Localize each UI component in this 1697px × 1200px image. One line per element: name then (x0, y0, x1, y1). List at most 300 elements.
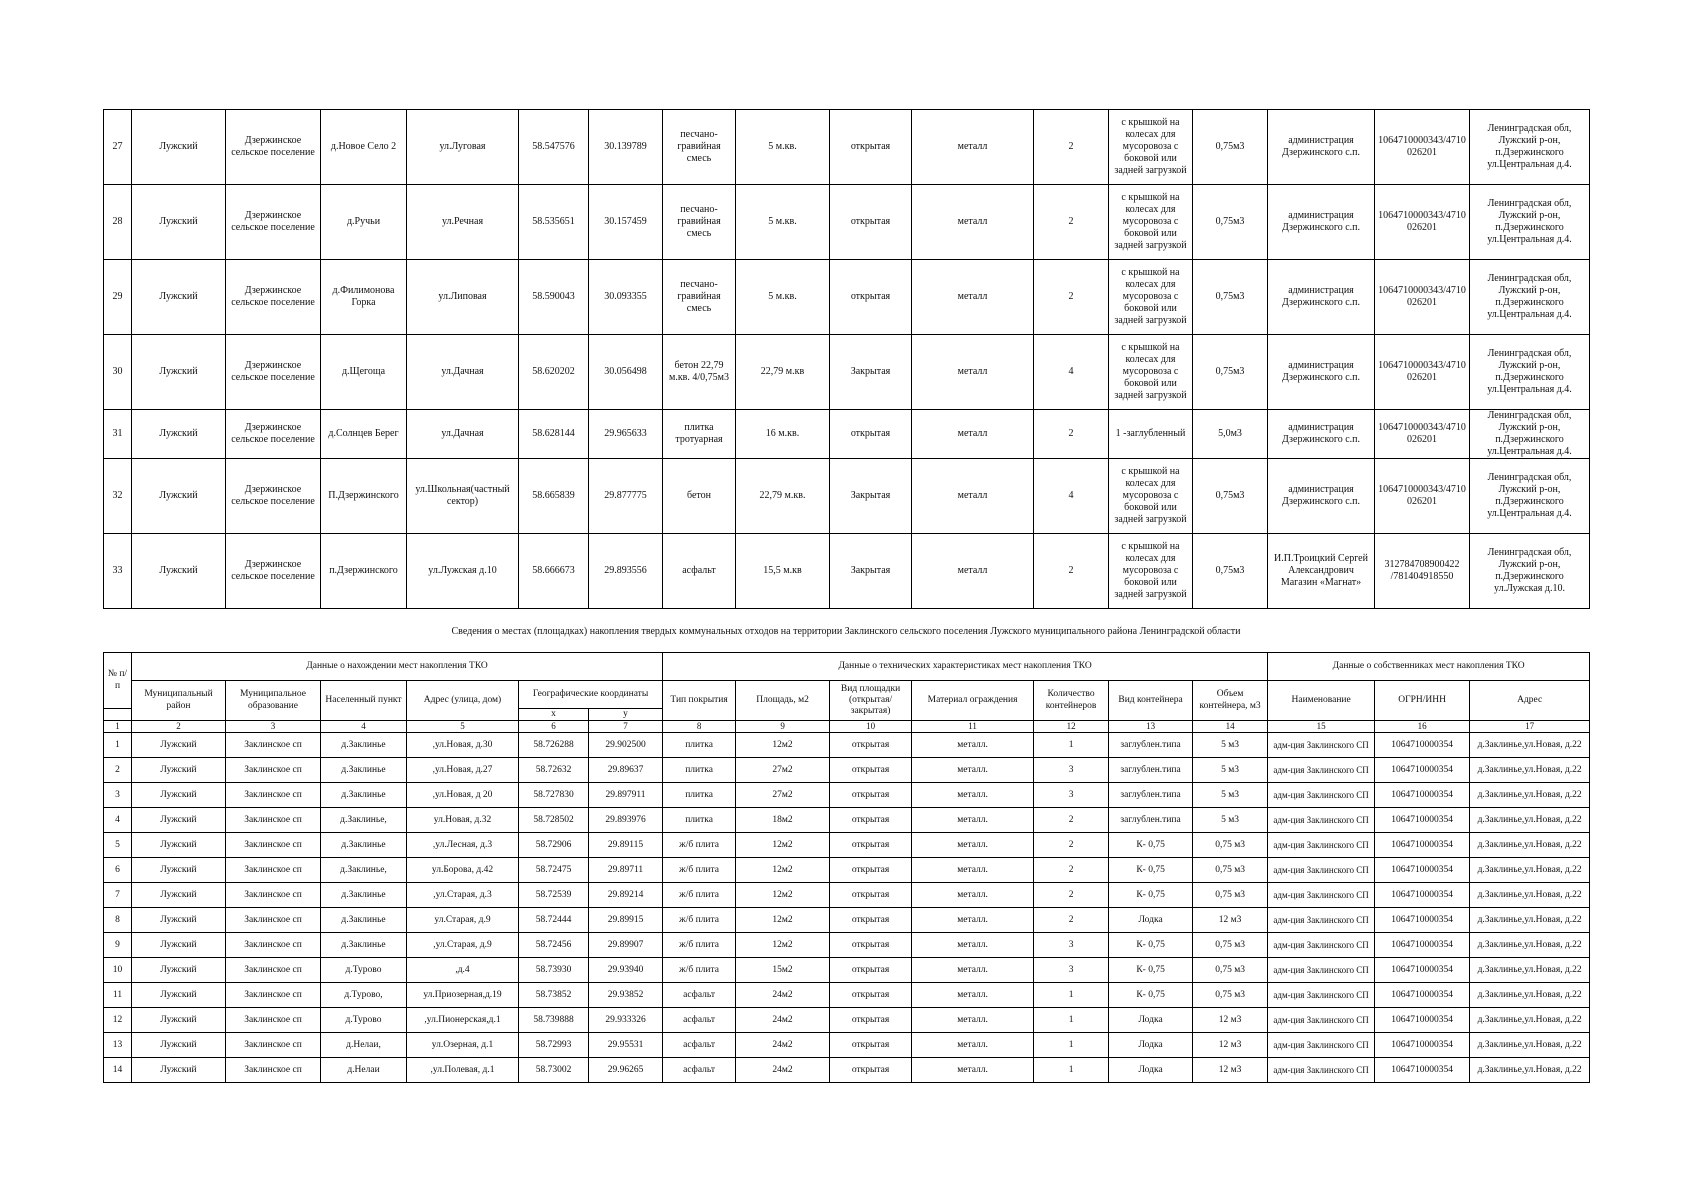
cell-x: 58.739888 (519, 1008, 589, 1033)
cell-container: с крышкой на колесах для мусоровоза с боковой или задней загрузкой (1109, 185, 1193, 260)
cell-address: ул.Дачная (407, 410, 519, 459)
cell-n: 11 (104, 983, 132, 1008)
table-row (104, 733, 1590, 758)
header-container: Вид контейнера (1109, 681, 1193, 721)
cell-settlement: д.Турово (321, 958, 407, 983)
cell-ogrn: 1064710000354 (1375, 808, 1470, 833)
cell-n: 28 (104, 185, 132, 260)
cell-area: 5 м.кв. (736, 185, 830, 260)
cell-district: Лужский (132, 335, 226, 410)
cell-owner-address: Ленинградская обл, Лужский р-он, п.Дзержинского ул.Центральная д.4. (1470, 110, 1590, 185)
cell-y: 29.89711 (589, 858, 663, 883)
cell-cover: бетон (663, 459, 736, 534)
cell-cover: плитка (663, 808, 736, 833)
cell-container: Лодка (1109, 908, 1193, 933)
cell-y: 30.056498 (589, 335, 663, 410)
cell-type: открытая (830, 1008, 912, 1033)
cell-container: с крышкой на колесах для мусоровоза с боковой или задней загрузкой (1109, 459, 1193, 534)
column-number: 10 (830, 721, 912, 733)
cell-y: 29.89214 (589, 883, 663, 908)
cell-district: Лужский (132, 185, 226, 260)
cell-municipality: Заклинское сп (226, 1033, 321, 1058)
cell-fence: металл. (912, 733, 1034, 758)
cell-count: 2 (1034, 410, 1109, 459)
cell-municipality: Заклинское сп (226, 983, 321, 1008)
column-number: 17 (1470, 721, 1590, 733)
table-row (104, 758, 1590, 783)
cell-count: 1 (1034, 1033, 1109, 1058)
column-number: 5 (407, 721, 519, 733)
cell-fence: металл (912, 534, 1034, 609)
dzerzhinsky-sites-table (103, 109, 1590, 609)
cell-ogrn: 1064710000354 (1375, 883, 1470, 908)
header-area: Площадь, м2 (736, 681, 830, 721)
cell-type: открытая (830, 958, 912, 983)
header-num: № п/п (104, 653, 132, 709)
cell-cover: ж/б плита (663, 933, 736, 958)
cell-settlement: д.Ручьи (321, 185, 407, 260)
cell-container: Лодка (1109, 1033, 1193, 1058)
cell-owner-address: д.Заклинье,ул.Новая, д.22 (1470, 983, 1590, 1008)
cell-type: открытая (830, 733, 912, 758)
cell-volume: 12 м3 (1193, 908, 1268, 933)
cell-cover: асфальт (663, 1008, 736, 1033)
cell-type: открытая (830, 933, 912, 958)
cell-volume: 0,75 м3 (1193, 883, 1268, 908)
cell-x: 58.72539 (519, 883, 589, 908)
cell-owner-address: Ленинградская обл, Лужский р-он, п.Дзержинского ул.Центральная д.4. (1470, 335, 1590, 410)
column-number: 9 (736, 721, 830, 733)
cell-owner: И.П.Троицкий Сергей Александрович Магазин «Магнат» (1268, 534, 1375, 609)
zaklinskoe-sites-table (103, 652, 1590, 1083)
cell-x: 58.73930 (519, 958, 589, 983)
cell-address: ул.Борова, д.42 (407, 858, 519, 883)
header-address: Адрес (улица, дом) (407, 681, 519, 721)
cell-fence: металл. (912, 833, 1034, 858)
cell-owner-address: Ленинградская обл, Лужский р-он, п.Дзержинского ул.Центральная д.4. (1470, 410, 1590, 459)
cell-volume: 5 м3 (1193, 808, 1268, 833)
cell-owner: адм-ция Заклинского СП (1268, 958, 1375, 983)
cell-fence: металл. (912, 908, 1034, 933)
cell-n: 30 (104, 335, 132, 410)
cell-district: Лужский (132, 410, 226, 459)
table-row (104, 1058, 1590, 1083)
cell-settlement: д.Заклинье (321, 758, 407, 783)
cell-owner: администрация Дзержинского с.п. (1268, 110, 1375, 185)
cell-count: 4 (1034, 335, 1109, 410)
header-cover: Тип покрытия (663, 681, 736, 721)
cell-y: 29.89115 (589, 833, 663, 858)
cell-municipality: Заклинское сп (226, 833, 321, 858)
header-group-tech: Данные о технических характеристиках мест накопления ТКО (663, 653, 1268, 681)
cell-ogrn: 1064710000354 (1375, 833, 1470, 858)
cell-x: 58.665839 (519, 459, 589, 534)
cell-count: 2 (1034, 833, 1109, 858)
cell-owner-address: Ленинградская обл, Лужский р-он, п.Дзержинского ул.Центральная д.4. (1470, 260, 1590, 335)
cell-area: 27м2 (736, 758, 830, 783)
table-row (104, 534, 1590, 609)
cell-type: Закрытая (830, 335, 912, 410)
cell-x: 58.72993 (519, 1033, 589, 1058)
cell-y: 29.89915 (589, 908, 663, 933)
cell-type: Закрытая (830, 459, 912, 534)
cell-area: 15,5 м.кв (736, 534, 830, 609)
cell-owner: администрация Дзержинского с.п. (1268, 260, 1375, 335)
cell-owner: администрация Дзержинского с.п. (1268, 335, 1375, 410)
cell-y: 29.902500 (589, 733, 663, 758)
cell-cover: асфальт (663, 1058, 736, 1083)
column-number: 3 (226, 721, 321, 733)
column-number: 7 (589, 721, 663, 733)
cell-ogrn: 1064710000354 (1375, 783, 1470, 808)
cell-y: 30.139789 (589, 110, 663, 185)
cell-type: открытая (830, 983, 912, 1008)
cell-settlement: П.Дзержинского (321, 459, 407, 534)
cell-municipality: Заклинское сп (226, 1058, 321, 1083)
cell-container: К- 0,75 (1109, 883, 1193, 908)
cell-owner-address: д.Заклинье,ул.Новая, д.22 (1470, 908, 1590, 933)
column-number: 2 (132, 721, 226, 733)
cell-count: 2 (1034, 260, 1109, 335)
cell-count: 2 (1034, 110, 1109, 185)
column-number: 16 (1375, 721, 1470, 733)
cell-area: 15м2 (736, 958, 830, 983)
cell-ogrn: 1064710000354 (1375, 733, 1470, 758)
cell-type: открытая (830, 908, 912, 933)
cell-municipality: Дзержинское сельское поселение (226, 335, 321, 410)
cell-municipality: Заклинское сп (226, 1008, 321, 1033)
cell-count: 1 (1034, 1008, 1109, 1033)
cell-area: 22,79 м.кв. (736, 459, 830, 534)
cell-fence: металл (912, 335, 1034, 410)
cell-ogrn: 1064710000354 (1375, 1033, 1470, 1058)
cell-count: 2 (1034, 858, 1109, 883)
cell-address: ,ул.Новая, д.27 (407, 758, 519, 783)
table-row (104, 958, 1590, 983)
cell-volume: 0,75 м3 (1193, 958, 1268, 983)
cell-y: 29.96265 (589, 1058, 663, 1083)
cell-volume: 0,75м3 (1193, 335, 1268, 410)
header-count: Количество контейнеров (1034, 681, 1109, 721)
cell-y: 29.897911 (589, 783, 663, 808)
cell-ogrn: 1064710000354 (1375, 958, 1470, 983)
cell-owner-address: д.Заклинье,ул.Новая, д.22 (1470, 858, 1590, 883)
table-row (104, 1033, 1590, 1058)
cell-volume: 5,0м3 (1193, 410, 1268, 459)
cell-y: 29.93940 (589, 958, 663, 983)
cell-type: открытая (830, 260, 912, 335)
cell-settlement: п.Дзержинского (321, 534, 407, 609)
cell-count: 3 (1034, 783, 1109, 808)
table-row (104, 260, 1590, 335)
table-row (104, 933, 1590, 958)
cell-count: 4 (1034, 459, 1109, 534)
cell-owner-address: д.Заклинье,ул.Новая, д.22 (1470, 1008, 1590, 1033)
header-fence: Материал ограждения (912, 681, 1034, 721)
cell-y: 29.93852 (589, 983, 663, 1008)
cell-n: 1 (104, 733, 132, 758)
cell-address: ул.Луговая (407, 110, 519, 185)
cell-municipality: Заклинское сп (226, 858, 321, 883)
header-settlement: Населенный пункт (321, 681, 407, 721)
cell-x: 58.547576 (519, 110, 589, 185)
cell-settlement: д.Заклинье, (321, 858, 407, 883)
cell-district: Лужский (132, 758, 226, 783)
column-number: 13 (1109, 721, 1193, 733)
cell-address: ,ул.Лесная, д.3 (407, 833, 519, 858)
cell-count: 2 (1034, 883, 1109, 908)
cell-x: 58.72632 (519, 758, 589, 783)
cell-y: 29.893556 (589, 534, 663, 609)
table-caption: Сведения о местах (площадках) накопления твердых коммунальных отходов на территории Заклинского сельского поселения Лужского муниципального района Ленинградской области (451, 626, 1241, 637)
cell-x: 58.72475 (519, 858, 589, 883)
header-municipality: Муниципальное образование (226, 681, 321, 721)
cell-cover: ж/б плита (663, 833, 736, 858)
cell-cover: песчано-гравийная смесь (663, 185, 736, 260)
cell-x: 58.535651 (519, 185, 589, 260)
header-owner: Наименование (1268, 681, 1375, 721)
cell-fence: металл. (912, 883, 1034, 908)
cell-count: 3 (1034, 933, 1109, 958)
table-row (104, 185, 1590, 260)
cell-settlement: д.Заклинье, (321, 808, 407, 833)
cell-container: заглублен.типа (1109, 783, 1193, 808)
cell-volume: 0,75 м3 (1193, 858, 1268, 883)
table-row (104, 1008, 1590, 1033)
cell-address: ,ул.Новая, д.30 (407, 733, 519, 758)
cell-municipality: Дзержинское сельское поселение (226, 260, 321, 335)
cell-x: 58.72444 (519, 908, 589, 933)
cell-cover: песчано-гравийная смесь (663, 110, 736, 185)
cell-container: К- 0,75 (1109, 983, 1193, 1008)
cell-n: 7 (104, 883, 132, 908)
cell-owner: адм-ция Заклинского СП (1268, 883, 1375, 908)
cell-container: с крышкой на колесах для мусоровоза с боковой или задней загрузкой (1109, 110, 1193, 185)
cell-settlement: д.Турово, (321, 983, 407, 1008)
cell-ogrn: 1064710000354 (1375, 1008, 1470, 1033)
cell-ogrn: 1064710000354 (1375, 983, 1470, 1008)
cell-count: 1 (1034, 983, 1109, 1008)
column-number: 4 (321, 721, 407, 733)
cell-container: 1 -заглубленный (1109, 410, 1193, 459)
cell-district: Лужский (132, 783, 226, 808)
cell-area: 12м2 (736, 833, 830, 858)
header-owner-address: Адрес (1470, 681, 1590, 721)
cell-volume: 5 м3 (1193, 733, 1268, 758)
cell-x: 58.666673 (519, 534, 589, 609)
cell-cover: плитка (663, 733, 736, 758)
header-district: Муниципальный район (132, 681, 226, 721)
cell-district: Лужский (132, 733, 226, 758)
header-volume: Объем контейнера, м3 (1193, 681, 1268, 721)
cell-district: Лужский (132, 883, 226, 908)
cell-x: 58.73852 (519, 983, 589, 1008)
cell-ogrn: 1064710000354 (1375, 1058, 1470, 1083)
cell-type: открытая (830, 410, 912, 459)
cell-municipality: Дзержинское сельское поселение (226, 185, 321, 260)
cell-n: 14 (104, 1058, 132, 1083)
table-row (104, 983, 1590, 1008)
cell-owner-address: д.Заклинье,ул.Новая, д.22 (1470, 833, 1590, 858)
cell-owner-address: д.Заклинье,ул.Новая, д.22 (1470, 1058, 1590, 1083)
cell-district: Лужский (132, 958, 226, 983)
cell-fence: металл. (912, 983, 1034, 1008)
cell-x: 58.73002 (519, 1058, 589, 1083)
cell-fence: металл. (912, 783, 1034, 808)
cell-container: К- 0,75 (1109, 858, 1193, 883)
cell-volume: 0,75м3 (1193, 110, 1268, 185)
cell-area: 5 м.кв. (736, 260, 830, 335)
cell-settlement: д.Нелаи (321, 1058, 407, 1083)
cell-n: 31 (104, 410, 132, 459)
header-group-location: Данные о нахождении мест накопления ТКО (132, 653, 663, 681)
cell-y: 30.157459 (589, 185, 663, 260)
header-ogrn: ОГРН/ИНН (1375, 681, 1470, 721)
cell-count: 3 (1034, 758, 1109, 783)
cell-district: Лужский (132, 110, 226, 185)
cell-volume: 0,75 м3 (1193, 833, 1268, 858)
cell-district: Лужский (132, 908, 226, 933)
cell-type: открытая (830, 833, 912, 858)
cell-cover: асфальт (663, 1033, 736, 1058)
table-row (104, 833, 1590, 858)
cell-settlement: д.Нелаи, (321, 1033, 407, 1058)
cell-area: 5 м.кв. (736, 110, 830, 185)
cell-settlement: д.Новое Село 2 (321, 110, 407, 185)
cell-district: Лужский (132, 534, 226, 609)
table-row (104, 335, 1590, 410)
cell-owner: адм-ция Заклинского СП (1268, 833, 1375, 858)
cell-owner-address: д.Заклинье,ул.Новая, д.22 (1470, 1033, 1590, 1058)
cell-n: 13 (104, 1033, 132, 1058)
cell-owner: адм-ция Заклинского СП (1268, 1058, 1375, 1083)
cell-municipality: Дзержинское сельское поселение (226, 410, 321, 459)
cell-cover: плитка (663, 758, 736, 783)
cell-address: ул.Приозерная,д.19 (407, 983, 519, 1008)
cell-municipality: Заклинское сп (226, 783, 321, 808)
cell-volume: 12 м3 (1193, 1033, 1268, 1058)
table-row (104, 410, 1590, 459)
cell-area: 12м2 (736, 733, 830, 758)
cell-district: Лужский (132, 933, 226, 958)
column-number: 14 (1193, 721, 1268, 733)
cell-count: 2 (1034, 185, 1109, 260)
cell-settlement: д.Заклинье (321, 933, 407, 958)
cell-type: открытая (830, 1033, 912, 1058)
cell-type: открытая (830, 758, 912, 783)
cell-y: 29.877775 (589, 459, 663, 534)
cell-district: Лужский (132, 459, 226, 534)
cell-owner-address: д.Заклинье,ул.Новая, д.22 (1470, 958, 1590, 983)
cell-count: 2 (1034, 808, 1109, 833)
cell-area: 18м2 (736, 808, 830, 833)
cell-ogrn: 1064710000343/4710026201 (1375, 185, 1470, 260)
cell-volume: 0,75м3 (1193, 185, 1268, 260)
cell-n: 33 (104, 534, 132, 609)
cell-address: ул.Новая, д.32 (407, 808, 519, 833)
cell-ogrn: 1064710000343/4710026201 (1375, 410, 1470, 459)
cell-settlement: д.Заклинье (321, 883, 407, 908)
cell-cover: ж/б плита (663, 958, 736, 983)
cell-count: 1 (1034, 733, 1109, 758)
cell-container: с крышкой на колесах для мусоровоза с боковой или задней загрузкой (1109, 260, 1193, 335)
cell-y: 29.893976 (589, 808, 663, 833)
cell-cover: асфальт (663, 983, 736, 1008)
cell-fence: металл (912, 410, 1034, 459)
cell-ogrn: 312784708900422 /781404918550 (1375, 534, 1470, 609)
cell-area: 24м2 (736, 1008, 830, 1033)
cell-settlement: д.Заклинье (321, 908, 407, 933)
column-number: 15 (1268, 721, 1375, 733)
cell-owner-address: Ленинградская обл, Лужский р-он, п.Дзержинского ул.Лужская д.10. (1470, 534, 1590, 609)
cell-owner: адм-ция Заклинского СП (1268, 983, 1375, 1008)
cell-cover: плитка тротуарная (663, 410, 736, 459)
cell-owner: адм-ция Заклинского СП (1268, 758, 1375, 783)
cell-owner: адм-ция Заклинского СП (1268, 858, 1375, 883)
cell-x: 58.590043 (519, 260, 589, 335)
cell-settlement: д.Щегоща (321, 335, 407, 410)
cell-volume: 12 м3 (1193, 1058, 1268, 1083)
cell-volume: 12 м3 (1193, 1008, 1268, 1033)
cell-address: ,д.4 (407, 958, 519, 983)
cell-owner: адм-ция Заклинского СП (1268, 808, 1375, 833)
cell-x: 58.620202 (519, 335, 589, 410)
cell-volume: 0,75м3 (1193, 459, 1268, 534)
cell-district: Лужский (132, 1058, 226, 1083)
cell-container: К- 0,75 (1109, 833, 1193, 858)
cell-municipality: Заклинское сп (226, 933, 321, 958)
cell-n: 27 (104, 110, 132, 185)
cell-address: ,ул.Старая, д.9 (407, 933, 519, 958)
cell-volume: 0,75 м3 (1193, 933, 1268, 958)
cell-address: ул.Речная (407, 185, 519, 260)
cell-owner: адм-ция Заклинского СП (1268, 733, 1375, 758)
cell-ogrn: 1064710000343/4710026201 (1375, 459, 1470, 534)
cell-n: 3 (104, 783, 132, 808)
cell-settlement: д.Заклинье (321, 733, 407, 758)
cell-address: ,ул.Новая, д 20 (407, 783, 519, 808)
cell-owner: адм-ция Заклинского СП (1268, 783, 1375, 808)
cell-n: 2 (104, 758, 132, 783)
cell-municipality: Заклинское сп (226, 958, 321, 983)
cell-owner-address: д.Заклинье,ул.Новая, д.22 (1470, 883, 1590, 908)
cell-x: 58.728502 (519, 808, 589, 833)
cell-n: 5 (104, 833, 132, 858)
cell-ogrn: 1064710000354 (1375, 758, 1470, 783)
cell-district: Лужский (132, 983, 226, 1008)
cell-owner: адм-ция Заклинского СП (1268, 933, 1375, 958)
cell-type: открытая (830, 1058, 912, 1083)
cell-municipality: Дзержинское сельское поселение (226, 459, 321, 534)
cell-cover: бетон 22,79 м.кв. 4/0,75м3 (663, 335, 736, 410)
cell-n: 6 (104, 858, 132, 883)
cell-ogrn: 1064710000343/4710026201 (1375, 335, 1470, 410)
cell-volume: 5 м3 (1193, 783, 1268, 808)
cell-container: К- 0,75 (1109, 933, 1193, 958)
column-number: 8 (663, 721, 736, 733)
cell-district: Лужский (132, 1033, 226, 1058)
cell-area: 12м2 (736, 858, 830, 883)
cell-type: открытая (830, 185, 912, 260)
cell-district: Лужский (132, 858, 226, 883)
cell-container: заглублен.типа (1109, 808, 1193, 833)
cell-n: 32 (104, 459, 132, 534)
cell-y: 29.95531 (589, 1033, 663, 1058)
cell-area: 12м2 (736, 933, 830, 958)
cell-count: 2 (1034, 534, 1109, 609)
cell-container: с крышкой на колесах для мусоровоза с боковой или задней загрузкой (1109, 534, 1193, 609)
cell-area: 24м2 (736, 1033, 830, 1058)
